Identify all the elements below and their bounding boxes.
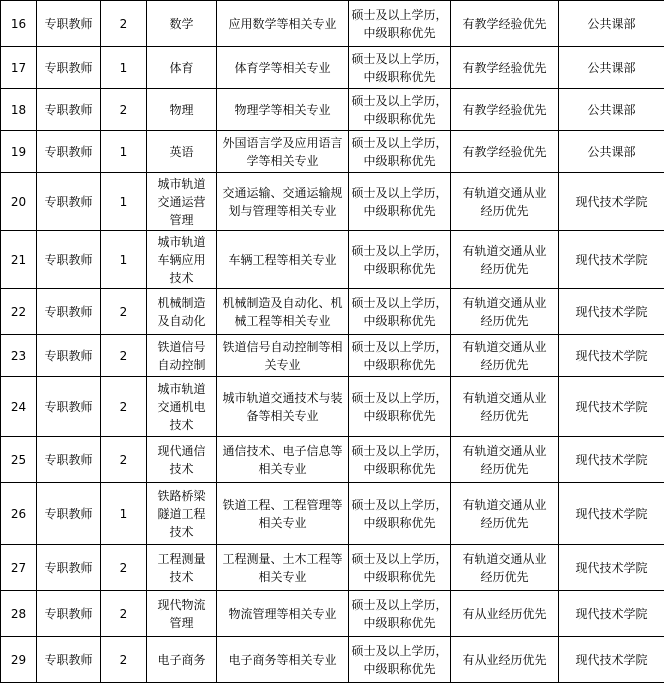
department: 现代技术学院 xyxy=(559,173,664,231)
major-requirement: 外国语言学及应用语言 学等相关专业 xyxy=(217,131,349,173)
position-type: 专职教师 xyxy=(37,1,101,47)
position-type: 专职教师 xyxy=(37,47,101,89)
education-requirement: 硕士及以上学历， 中级职称优先 xyxy=(349,377,451,437)
major: 城市轨道 交通运营 管理 xyxy=(147,173,217,231)
table-row xyxy=(1,231,664,289)
department: 现代技术学院 xyxy=(559,289,664,335)
education-requirement: 硕士及以上学历， 中级职称优先 xyxy=(349,591,451,637)
education-requirement: 硕士及以上学历， 中级职称优先 xyxy=(349,131,451,173)
table-row xyxy=(1,335,664,377)
experience-requirement: 有从业经历优先 xyxy=(451,637,559,683)
row-number: 23 xyxy=(1,335,37,377)
position-type: 专职教师 xyxy=(37,545,101,591)
education-requirement: 硕士及以上学历， 中级职称优先 xyxy=(349,47,451,89)
department: 现代技术学院 xyxy=(559,483,664,545)
experience-requirement: 有轨道交通从业 经历优先 xyxy=(451,289,559,335)
department: 现代技术学院 xyxy=(559,335,664,377)
major: 现代通信 技术 xyxy=(147,437,217,483)
major: 工程测量 技术 xyxy=(147,545,217,591)
position-type: 专职教师 xyxy=(37,591,101,637)
headcount: 2 xyxy=(101,437,147,483)
experience-requirement: 有教学经验优先 xyxy=(451,1,559,47)
major: 铁路桥梁 隧道工程 技术 xyxy=(147,483,217,545)
row-number: 22 xyxy=(1,289,37,335)
position-type: 专职教师 xyxy=(37,89,101,131)
major: 现代物流 管理 xyxy=(147,591,217,637)
major-requirement: 应用数学等相关专业 xyxy=(217,1,349,47)
major-requirement: 通信技术、电子信息等 相关专业 xyxy=(217,437,349,483)
row-number: 18 xyxy=(1,89,37,131)
headcount: 2 xyxy=(101,591,147,637)
row-number: 16 xyxy=(1,1,37,47)
row-number: 17 xyxy=(1,47,37,89)
department: 现代技术学院 xyxy=(559,437,664,483)
table-body xyxy=(1,1,664,683)
major-requirement: 机械制造及自动化、机 械工程等相关专业 xyxy=(217,289,349,335)
department: 公共课部 xyxy=(559,131,664,173)
education-requirement: 硕士及以上学历， 中级职称优先 xyxy=(349,335,451,377)
major-requirement: 交通运输、交通运输规 划与管理等相关专业 xyxy=(217,173,349,231)
department: 现代技术学院 xyxy=(559,637,664,683)
row-number: 27 xyxy=(1,545,37,591)
department: 现代技术学院 xyxy=(559,377,664,437)
education-requirement: 硕士及以上学历， 中级职称优先 xyxy=(349,1,451,47)
major-requirement: 工程测量、土木工程等 相关专业 xyxy=(217,545,349,591)
position-type: 专职教师 xyxy=(37,483,101,545)
table-row xyxy=(1,173,664,231)
headcount: 1 xyxy=(101,483,147,545)
headcount: 2 xyxy=(101,1,147,47)
headcount: 2 xyxy=(101,289,147,335)
table-row xyxy=(1,545,664,591)
row-number: 24 xyxy=(1,377,37,437)
experience-requirement: 有教学经验优先 xyxy=(451,47,559,89)
row-number: 19 xyxy=(1,131,37,173)
table-row xyxy=(1,437,664,483)
position-type: 专职教师 xyxy=(37,231,101,289)
major-requirement: 电子商务等相关专业 xyxy=(217,637,349,683)
headcount: 2 xyxy=(101,637,147,683)
major-requirement: 物理学等相关专业 xyxy=(217,89,349,131)
table-row xyxy=(1,637,664,683)
department: 现代技术学院 xyxy=(559,231,664,289)
education-requirement: 硕士及以上学历， 中级职称优先 xyxy=(349,545,451,591)
row-number: 29 xyxy=(1,637,37,683)
experience-requirement: 有轨道交通从业 经历优先 xyxy=(451,335,559,377)
table-row xyxy=(1,1,664,47)
experience-requirement: 有教学经验优先 xyxy=(451,131,559,173)
department: 公共课部 xyxy=(559,89,664,131)
education-requirement: 硕士及以上学历， 中级职称优先 xyxy=(349,231,451,289)
education-requirement: 硕士及以上学历， 中级职称优先 xyxy=(349,89,451,131)
position-type: 专职教师 xyxy=(37,335,101,377)
table-row xyxy=(1,47,664,89)
table-row xyxy=(1,289,664,335)
major-requirement: 铁道工程、工程管理等 相关专业 xyxy=(217,483,349,545)
row-number: 20 xyxy=(1,173,37,231)
table-row xyxy=(1,377,664,437)
headcount: 2 xyxy=(101,89,147,131)
experience-requirement: 有轨道交通从业 经历优先 xyxy=(451,437,559,483)
education-requirement: 硕士及以上学历， 中级职称优先 xyxy=(349,483,451,545)
headcount: 2 xyxy=(101,545,147,591)
major: 铁道信号 自动控制 xyxy=(147,335,217,377)
table-row xyxy=(1,591,664,637)
major-requirement: 车辆工程等相关专业 xyxy=(217,231,349,289)
major: 英语 xyxy=(147,131,217,173)
table-row xyxy=(1,483,664,545)
row-number: 21 xyxy=(1,231,37,289)
education-requirement: 硕士及以上学历， 中级职称优先 xyxy=(349,437,451,483)
experience-requirement: 有轨道交通从业 经历优先 xyxy=(451,545,559,591)
experience-requirement: 有轨道交通从业 经历优先 xyxy=(451,231,559,289)
major: 城市轨道 车辆应用 技术 xyxy=(147,231,217,289)
row-number: 25 xyxy=(1,437,37,483)
position-type: 专职教师 xyxy=(37,131,101,173)
major-requirement: 物流管理等相关专业 xyxy=(217,591,349,637)
headcount: 1 xyxy=(101,173,147,231)
row-number: 26 xyxy=(1,483,37,545)
experience-requirement: 有教学经验优先 xyxy=(451,89,559,131)
headcount: 1 xyxy=(101,131,147,173)
position-type: 专职教师 xyxy=(37,637,101,683)
experience-requirement: 有轨道交通从业 经历优先 xyxy=(451,483,559,545)
education-requirement: 硕士及以上学历， 中级职称优先 xyxy=(349,637,451,683)
department: 现代技术学院 xyxy=(559,545,664,591)
major: 城市轨道 交通机电 技术 xyxy=(147,377,217,437)
table-row xyxy=(1,89,664,131)
experience-requirement: 有轨道交通从业 经历优先 xyxy=(451,173,559,231)
headcount: 1 xyxy=(101,231,147,289)
position-type: 专职教师 xyxy=(37,289,101,335)
major: 数学 xyxy=(147,1,217,47)
department: 公共课部 xyxy=(559,1,664,47)
headcount: 2 xyxy=(101,377,147,437)
major: 体育 xyxy=(147,47,217,89)
major-requirement: 铁道信号自动控制等相 关专业 xyxy=(217,335,349,377)
row-number: 28 xyxy=(1,591,37,637)
position-type: 专职教师 xyxy=(37,173,101,231)
major: 电子商务 xyxy=(147,637,217,683)
department: 公共课部 xyxy=(559,47,664,89)
headcount: 2 xyxy=(101,335,147,377)
education-requirement: 硕士及以上学历， 中级职称优先 xyxy=(349,173,451,231)
education-requirement: 硕士及以上学历， 中级职称优先 xyxy=(349,289,451,335)
major: 机械制造 及自动化 xyxy=(147,289,217,335)
experience-requirement: 有从业经历优先 xyxy=(451,591,559,637)
position-type: 专职教师 xyxy=(37,377,101,437)
major-requirement: 体育学等相关专业 xyxy=(217,47,349,89)
major-requirement: 城市轨道交通技术与装 备等相关专业 xyxy=(217,377,349,437)
experience-requirement: 有轨道交通从业 经历优先 xyxy=(451,377,559,437)
major: 物理 xyxy=(147,89,217,131)
headcount: 1 xyxy=(101,47,147,89)
department: 现代技术学院 xyxy=(559,591,664,637)
position-type: 专职教师 xyxy=(37,437,101,483)
table-row xyxy=(1,131,664,173)
